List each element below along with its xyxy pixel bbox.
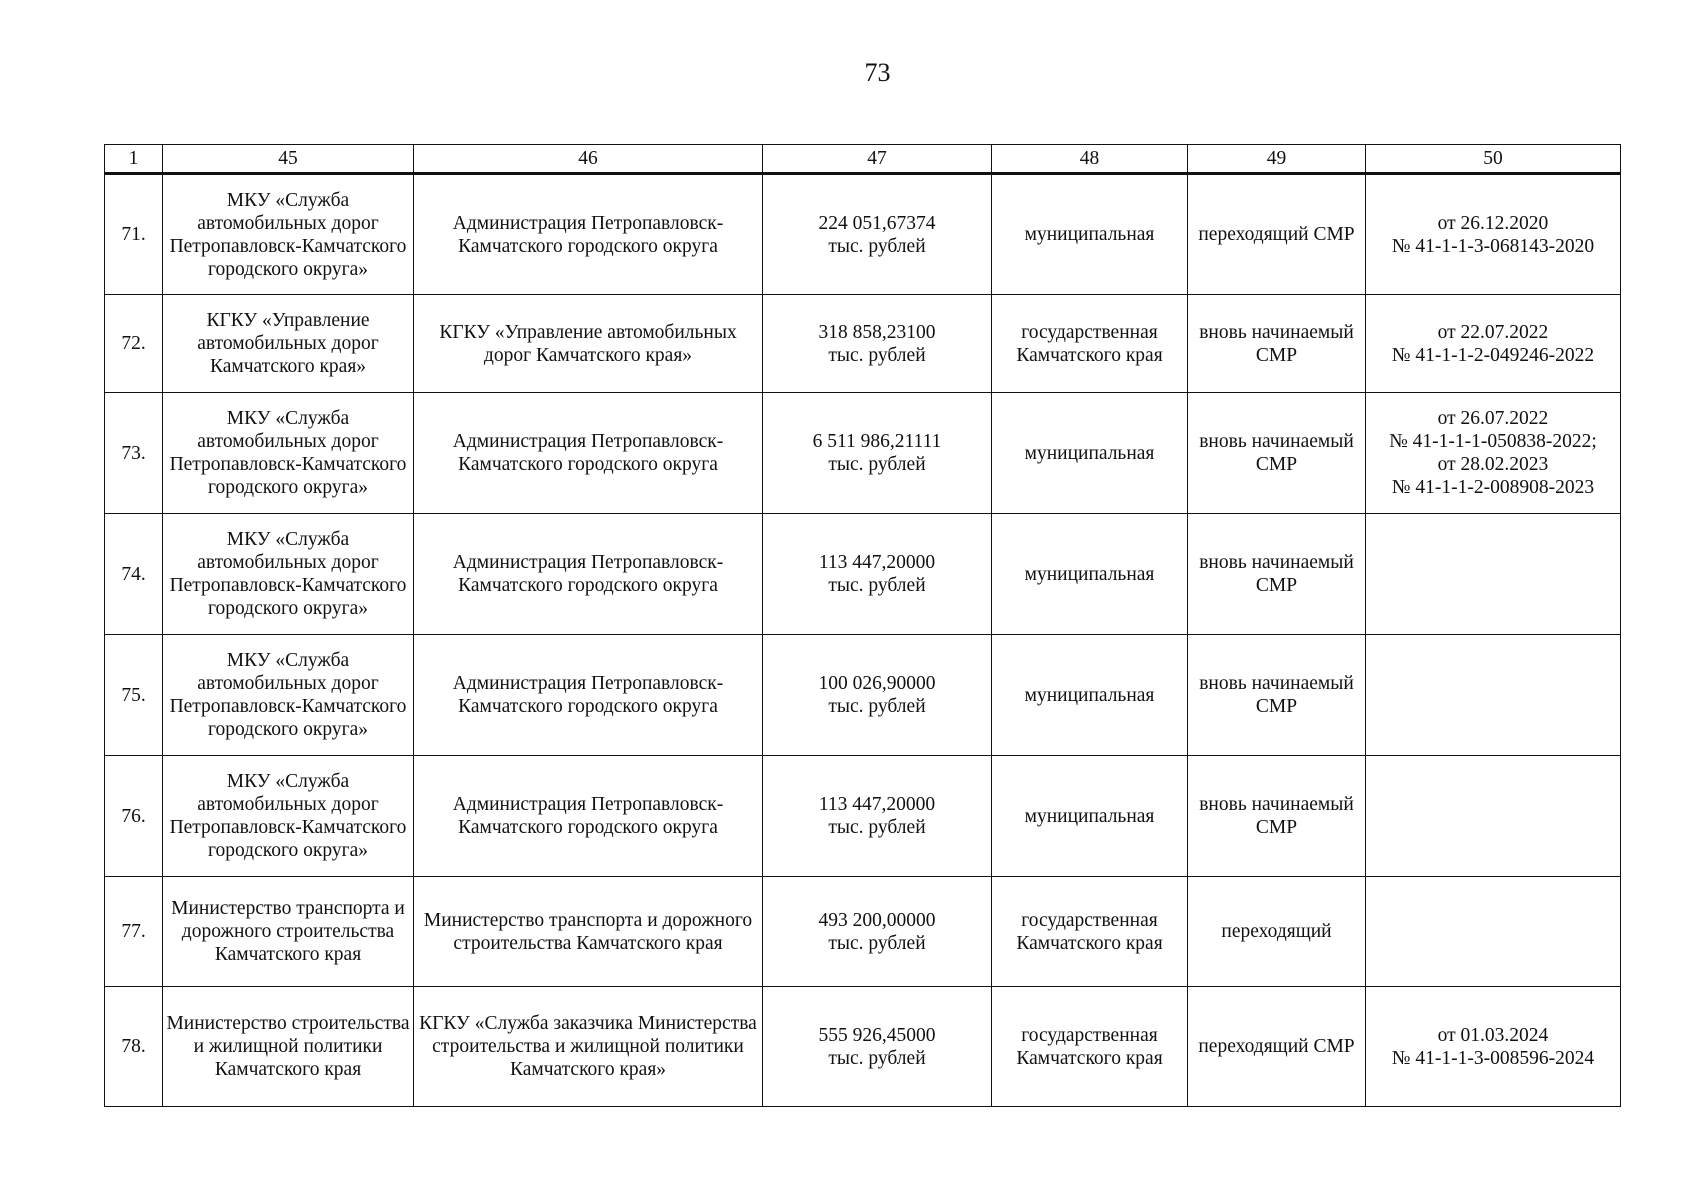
customer-cell: Министерство строительства и жилищной политики Камчатского края	[163, 987, 414, 1107]
row-number-cell: 73.	[105, 393, 163, 514]
customer-cell: МКУ «Служба автомобильных дорог Петропавловск-Камчатского городского округа»	[163, 174, 414, 295]
owner-cell: Администрация Петропавловск-Камчатского городского округа	[414, 756, 763, 877]
row-number-cell: 71.	[105, 174, 163, 295]
table-row	[105, 987, 1621, 1107]
owner-cell: Администрация Петропавловск-Камчатского городского округа	[414, 393, 763, 514]
owner-cell: Администрация Петропавловск-Камчатского городского округа	[414, 635, 763, 756]
table-row	[105, 393, 1621, 514]
cost-cell: 318 858,23100 тыс. рублей	[763, 295, 992, 393]
row-number-cell: 78.	[105, 987, 163, 1107]
ownership-cell: муниципальная	[992, 174, 1188, 295]
cost-cell: 100 026,90000 тыс. рублей	[763, 635, 992, 756]
ownership-cell: государственная Камчатского края	[992, 295, 1188, 393]
table-body	[105, 174, 1621, 1107]
column-header-45: 45	[163, 145, 414, 174]
column-header-46: 46	[414, 145, 763, 174]
customer-cell: МКУ «Служба автомобильных дорог Петропавловск-Камчатского городского округа»	[163, 514, 414, 635]
table-row	[105, 174, 1621, 295]
permit-cell	[1366, 877, 1621, 987]
stage-cell: вновь начинаемый СМР	[1188, 756, 1366, 877]
owner-cell: Администрация Петропавловск-Камчатского городского округа	[414, 174, 763, 295]
permit-cell: от 26.12.2020 № 41-1-1-3-068143-2020	[1366, 174, 1621, 295]
column-header-47: 47	[763, 145, 992, 174]
permit-cell	[1366, 514, 1621, 635]
column-header-50: 50	[1366, 145, 1621, 174]
ownership-cell: государственная Камчатского края	[992, 877, 1188, 987]
column-header-48: 48	[992, 145, 1188, 174]
customer-cell: МКУ «Служба автомобильных дорог Петропавловск-Камчатского городского округа»	[163, 756, 414, 877]
permit-cell	[1366, 756, 1621, 877]
table-row	[105, 877, 1621, 987]
stage-cell: вновь начинаемый СМР	[1188, 514, 1366, 635]
permit-cell	[1366, 635, 1621, 756]
ownership-cell: муниципальная	[992, 635, 1188, 756]
stage-cell: переходящий СМР	[1188, 987, 1366, 1107]
owner-cell: КГКУ «Управление автомобильных дорог Камчатского края»	[414, 295, 763, 393]
customer-cell: МКУ «Служба автомобильных дорог Петропавловск-Камчатского городского округа»	[163, 635, 414, 756]
stage-cell: переходящий	[1188, 877, 1366, 987]
table-row	[105, 635, 1621, 756]
owner-cell: КГКУ «Служба заказчика Министерства строительства и жилищной политики Камчатского края»	[414, 987, 763, 1107]
cost-cell: 6 511 986,21111 тыс. рублей	[763, 393, 992, 514]
stage-cell: вновь начинаемый СМР	[1188, 635, 1366, 756]
owner-cell: Министерство транспорта и дорожного строительства Камчатского края	[414, 877, 763, 987]
row-number-cell: 74.	[105, 514, 163, 635]
stage-cell: переходящий СМР	[1188, 174, 1366, 295]
stage-cell: вновь начинаемый СМР	[1188, 295, 1366, 393]
ownership-cell: муниципальная	[992, 393, 1188, 514]
column-header-1: 1	[105, 145, 163, 174]
permit-cell: от 22.07.2022 № 41-1-1-2-049246-2022	[1366, 295, 1621, 393]
permit-cell: от 01.03.2024 № 41-1-1-3-008596-2024	[1366, 987, 1621, 1107]
column-header-49: 49	[1188, 145, 1366, 174]
owner-cell: Администрация Петропавловск-Камчатского городского округа	[414, 514, 763, 635]
row-number-cell: 75.	[105, 635, 163, 756]
table-row	[105, 514, 1621, 635]
cost-cell: 493 200,00000 тыс. рублей	[763, 877, 992, 987]
header-row	[105, 145, 1621, 174]
registry-table	[104, 144, 1621, 1107]
ownership-cell: муниципальная	[992, 514, 1188, 635]
table-row	[105, 295, 1621, 393]
page-number: 73	[864, 58, 891, 87]
permit-cell: от 26.07.2022 № 41-1-1-1-050838-2022; от 28.02.2023 № 41-1-1-2-008908-2023	[1366, 393, 1621, 514]
row-number-cell: 76.	[105, 756, 163, 877]
customer-cell: Министерство транспорта и дорожного строительства Камчатского края	[163, 877, 414, 987]
ownership-cell: муниципальная	[992, 756, 1188, 877]
row-number-cell: 72.	[105, 295, 163, 393]
cost-cell: 224 051,67374 тыс. рублей	[763, 174, 992, 295]
customer-cell: МКУ «Служба автомобильных дорог Петропавловск-Камчатского городского округа»	[163, 393, 414, 514]
cost-cell: 113 447,20000 тыс. рублей	[763, 756, 992, 877]
cost-cell: 113 447,20000 тыс. рублей	[763, 514, 992, 635]
ownership-cell: государственная Камчатского края	[992, 987, 1188, 1107]
row-number-cell: 77.	[105, 877, 163, 987]
stage-cell: вновь начинаемый СМР	[1188, 393, 1366, 514]
table-row	[105, 756, 1621, 877]
customer-cell: КГКУ «Управление автомобильных дорог Камчатского края»	[163, 295, 414, 393]
table-header	[105, 145, 1621, 174]
cost-cell: 555 926,45000 тыс. рублей	[763, 987, 992, 1107]
